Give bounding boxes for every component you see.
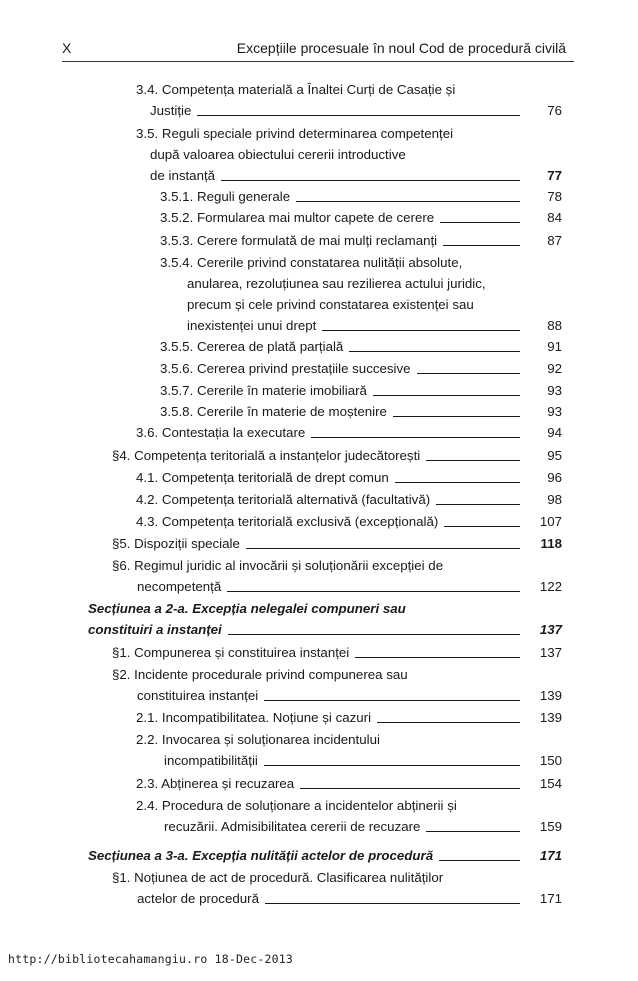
page-number: 107: [539, 514, 562, 529]
page-number: 150: [539, 753, 562, 768]
running-title: Excepțiile procesuale în noul Cod de procedură civilă: [236, 40, 566, 56]
toc-entry-text: Secțiunea a 3-a. Excepția nulității actelor de procedură: [88, 848, 434, 863]
leader-rule: [311, 437, 520, 438]
page-number: 139: [539, 688, 562, 703]
leader-rule: [426, 831, 520, 832]
toc-entry-text: incompatibilității: [164, 753, 258, 768]
toc-entry-text: 4.3. Competența teritorială exclusivă (excepțională): [136, 514, 439, 529]
page-number: 137: [539, 645, 562, 660]
page-number: 137: [539, 622, 562, 637]
page-number: 92: [547, 361, 562, 376]
leader-rule: [265, 903, 520, 904]
toc-entry-text: §1. Noțiunea de act de procedură. Clasificarea nulităților: [112, 870, 444, 885]
toc-entry-text: actelor de procedură: [137, 891, 259, 906]
toc-entry-text: Secțiunea a 2-a. Excepția nelegalei compuneri sau: [88, 601, 406, 616]
leader-rule: [439, 860, 520, 861]
page-number: 171: [539, 848, 562, 863]
toc-entry-text: 2.2. Invocarea și soluționarea incidentului: [136, 732, 380, 747]
leader-rule: [264, 765, 520, 766]
toc-entry-text: §1. Compunerea și constituirea instanței: [112, 645, 350, 660]
leader-rule: [377, 722, 520, 723]
page-number: 118: [540, 536, 562, 551]
toc-entry-text: după valoarea obiectului cererii introductive: [150, 147, 406, 162]
page-number: 98: [547, 492, 562, 507]
toc-entry-text: 3.5.6. Cererea privind prestațiile succesive: [160, 361, 411, 376]
toc-entry-text: necompetență: [137, 579, 222, 594]
source-footer: http://bibliotecahamangiu.ro 18-Dec-2013: [8, 952, 293, 966]
toc-entry-text: §4. Competența teritorială a instanțelor judecătorești: [112, 448, 421, 463]
leader-rule: [300, 788, 520, 789]
page-number: 77: [547, 168, 562, 183]
toc-entry-text: de instanță: [150, 168, 216, 183]
toc-entry-text: 4.2. Competența teritorială alternativă (facultativă): [136, 492, 431, 507]
running-header: [62, 40, 572, 60]
toc-entry-text: 2.1. Incompatibilitatea. Noțiune și cazuri: [136, 710, 372, 725]
toc-entry-text: precum și cele privind constatarea existenței sau: [187, 297, 474, 312]
page-number: 95: [547, 448, 562, 463]
page-number: 93: [547, 404, 562, 419]
toc-entry-text: anularea, rezoluțiunea sau rezilierea actului juridic,: [187, 276, 486, 291]
leader-rule: [227, 591, 520, 592]
toc-entry-text: 2.3. Abținerea și recuzarea: [136, 776, 295, 791]
leader-rule: [197, 115, 520, 116]
toc-entry-text: 3.5.3. Cerere formulată de mai mulți reclamanți: [160, 233, 438, 248]
toc-entry-text: Justiție: [150, 103, 192, 118]
header-rule: [62, 61, 574, 62]
toc-entry-text: 3.5.5. Cererea de plată parțială: [160, 339, 344, 354]
toc-entry-text: inexistenței unui drept: [187, 318, 317, 333]
toc-entry-text: §6. Regimul juridic al invocării și soluționării excepției de: [112, 558, 444, 573]
toc-entry-text: 3.5.2. Formularea mai multor capete de cerere: [160, 210, 435, 225]
leader-rule: [296, 201, 520, 202]
toc-entry-text: 3.5.4. Cererile privind constatarea nulității absolute,: [160, 255, 463, 270]
leader-rule: [349, 351, 520, 352]
leader-rule: [426, 460, 520, 461]
page-number: 88: [547, 318, 562, 333]
leader-rule: [264, 700, 520, 701]
leader-rule: [246, 548, 520, 549]
toc-entry-text: 3.5. Reguli speciale privind determinarea competenței: [136, 126, 454, 141]
page-number: 159: [539, 819, 562, 834]
toc-entry-text: §5. Dispoziții speciale: [112, 536, 240, 551]
page-number: 78: [547, 189, 562, 204]
leader-rule: [443, 245, 520, 246]
leader-rule: [221, 180, 520, 181]
page-number: 96: [547, 470, 562, 485]
page-number: 91: [547, 339, 562, 354]
page-number: 76: [547, 103, 562, 118]
toc-entry-text: §2. Incidente procedurale privind compunerea sau: [112, 667, 408, 682]
toc-entry-text: 3.6. Contestația la executare: [136, 425, 306, 440]
toc-entry-text: 3.5.7. Cererile în materie imobiliară: [160, 383, 367, 398]
leader-rule: [395, 482, 520, 483]
leader-rule: [440, 222, 520, 223]
page-number: 171: [539, 891, 562, 906]
toc-entry-text: 3.4. Competența materială a Înaltei Curți de Casație și: [136, 82, 456, 97]
toc-entry-text: 4.1. Competența teritorială de drept comun: [136, 470, 389, 485]
page-number: 93: [547, 383, 562, 398]
toc-entry-text: 3.5.1. Reguli generale: [160, 189, 291, 204]
leader-rule: [393, 416, 520, 417]
leader-rule: [322, 330, 520, 331]
toc-entry-text: 2.4. Procedura de soluționare a incidentelor abținerii și: [136, 798, 457, 813]
page-marker: X: [62, 40, 72, 56]
page-number: 139: [539, 710, 562, 725]
toc-entry-text: 3.5.8. Cererile în materie de moștenire: [160, 404, 387, 419]
toc-entry-text: constituiri a instanței: [88, 622, 222, 637]
leader-rule: [417, 373, 520, 374]
toc-entry-text: recuzării. Admisibilitatea cererii de recuzare: [164, 819, 421, 834]
toc-entry-text: constituirea instanței: [137, 688, 259, 703]
page-number: 87: [547, 233, 562, 248]
page-number: 94: [547, 425, 562, 440]
leader-rule: [228, 634, 520, 635]
leader-rule: [444, 526, 520, 527]
leader-rule: [436, 504, 520, 505]
page-number: 84: [547, 210, 562, 225]
leader-rule: [355, 657, 520, 658]
leader-rule: [373, 395, 520, 396]
page-number: 122: [539, 579, 562, 594]
page-number: 154: [539, 776, 562, 791]
